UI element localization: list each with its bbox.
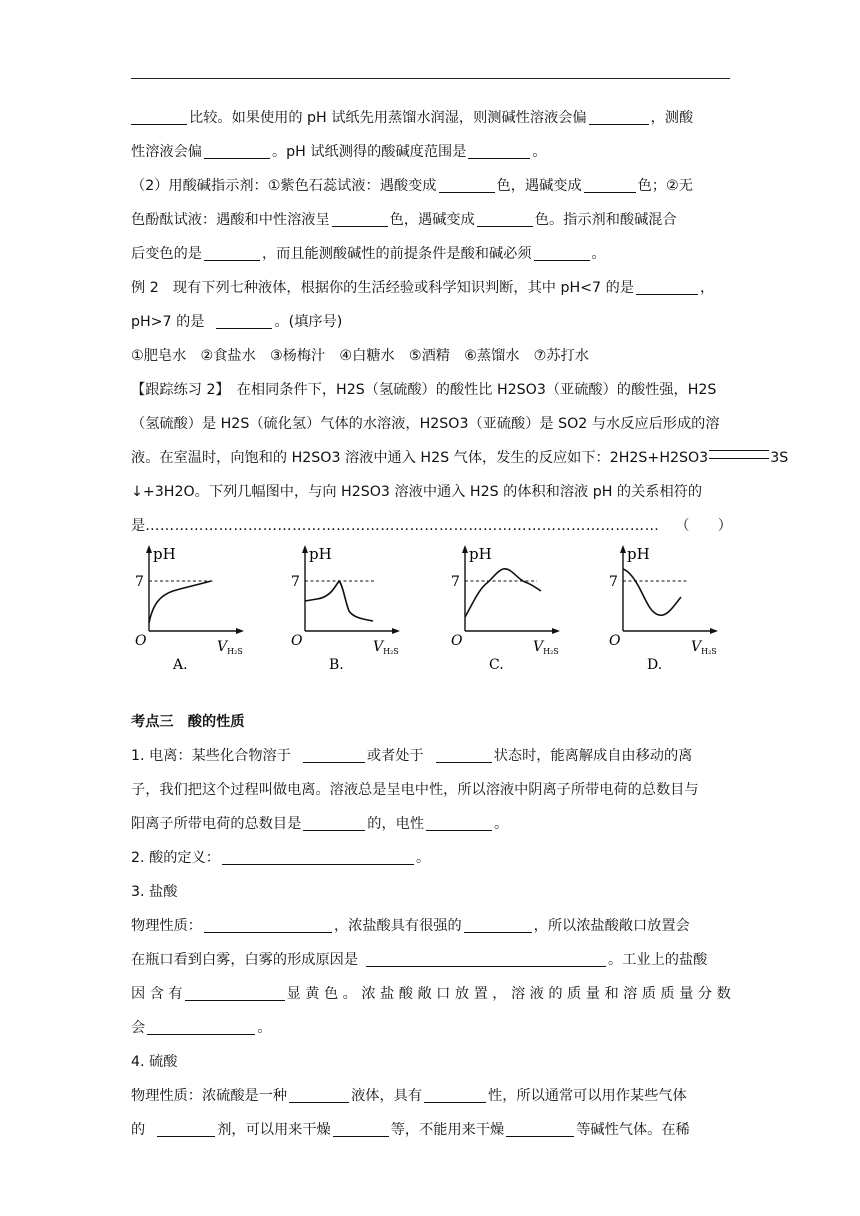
graph-b[interactable] (287, 545, 412, 673)
y-tick-7: 7 (291, 574, 300, 590)
blank[interactable] (426, 816, 492, 831)
curve-c (465, 569, 541, 617)
blank[interactable] (636, 280, 698, 295)
text: 阳离子所带电荷的总数目是 (131, 816, 302, 832)
text: 色；②无 (637, 178, 693, 194)
x-axis-label: $V_{H_2S}$ (373, 639, 399, 656)
text: 状态时，能离解成自由移动的离 (493, 748, 693, 764)
text: 色，遇碱变成 (389, 212, 475, 228)
blank[interactable] (468, 144, 530, 159)
text: 会 (131, 1020, 146, 1036)
text: 物理性质： (131, 918, 202, 934)
para1-line1 (131, 101, 730, 135)
y-axis-label: pH (627, 545, 650, 563)
text: 色。指示剂和酸碱混合 (534, 212, 677, 228)
text: ， (699, 280, 715, 296)
x-axis-arrow (552, 628, 560, 634)
example2-line2 (131, 305, 730, 339)
text: 性，所以通常可以用作某些气体 (488, 1088, 687, 1104)
document-body (131, 101, 789, 1147)
blank[interactable] (289, 1088, 349, 1103)
curve-d (623, 569, 681, 615)
x-axis-label: $V_{H_2S}$ (217, 639, 243, 656)
header-rule (131, 78, 730, 79)
blank[interactable] (464, 918, 532, 933)
example2-items: ①肥皂水 ②食盐水 ③杨梅汁 ④白糖水 ⑤酒精 ⑥蒸馏水 ⑦苏打水 (131, 348, 589, 364)
y-axis-label: pH (309, 545, 332, 563)
text: ，所以浓盐酸敞口放置会 (533, 918, 690, 934)
q4-line1 (131, 1079, 730, 1113)
text: 是 (131, 518, 146, 534)
text: 3S (770, 450, 789, 466)
blank[interactable] (204, 246, 260, 261)
text: 后变色的是 (131, 246, 202, 262)
blank[interactable] (584, 178, 636, 193)
q3-title: 3. 盐酸 (131, 884, 178, 900)
graph-c[interactable] (447, 545, 572, 673)
q1-line2: 子，我们把这个过程叫做电离。溶液总是呈电中性，所以溶液中阴离子所带电荷的总数目与 (131, 782, 699, 798)
blank[interactable] (506, 1122, 574, 1137)
text: 。 (415, 850, 431, 866)
q3-line2 (131, 943, 730, 977)
blank[interactable] (424, 1088, 486, 1103)
blank[interactable] (534, 246, 590, 261)
y-tick-7: 7 (135, 574, 144, 590)
x-axis-label: $V_{H_2S}$ (691, 639, 717, 656)
text: 。 (257, 1020, 272, 1036)
practice2-line3 (131, 441, 789, 475)
section3-title: 考点三 酸的性质 (131, 714, 245, 730)
y-axis-label: pH (469, 545, 492, 563)
q1-line3 (131, 807, 730, 841)
text: 2. 酸的定义： (131, 850, 220, 866)
practice2-line2: （氢硫酸）是 H2S（硫化氢）气体的水溶液，H2SO3（亚硫酸）是 SO2 与水反应后形成的溶 (131, 416, 720, 432)
equation-equals-sign (709, 450, 769, 459)
origin-label: O (135, 633, 147, 649)
blank[interactable] (157, 1122, 215, 1137)
x-axis-arrow (392, 628, 400, 634)
blank[interactable] (436, 748, 492, 763)
y-axis-label: pH (153, 545, 176, 563)
blank[interactable] (131, 110, 187, 125)
caption-d: D. (647, 657, 663, 673)
text: 剂，可以用来干燥 (217, 1122, 331, 1138)
practice2-line5 (131, 509, 730, 543)
text: 比较。如果使用的 pH 试纸先用蒸馏水润湿，则测碱性溶液会偏 (189, 110, 587, 126)
text: 显 黄 色 。 浓 盐 酸 敞 口 放 置 ， 溶 液 的 质 量 和 溶 质 质 量 分 数 (286, 986, 731, 1002)
caption-a: A. (173, 657, 188, 673)
text: 性溶液会偏 (131, 144, 202, 160)
y-axis-arrow (302, 545, 308, 553)
blank[interactable] (185, 986, 285, 1001)
blank[interactable] (222, 850, 414, 865)
x-axis-label: $V_{H_2S}$ (533, 639, 559, 656)
blank[interactable] (333, 1122, 389, 1137)
q3-line3 (131, 977, 730, 1011)
text: 等碱性气体。在稀 (576, 1122, 690, 1138)
caption-b: B. (329, 657, 344, 673)
x-axis-arrow (710, 628, 718, 634)
text: ，而且能测酸碱性的前提条件是酸和碱必须 (261, 246, 532, 262)
text: 的 (131, 1122, 146, 1138)
blank[interactable] (147, 1020, 255, 1035)
q2-line (131, 841, 730, 875)
para2-line1 (131, 169, 730, 203)
text: 因 含 有 (131, 986, 183, 1002)
text: 。(填序号) (274, 314, 343, 330)
text: pH>7 的是 (131, 314, 205, 330)
q4-title: 4. 硫酸 (131, 1054, 178, 1070)
text: 。 (532, 144, 547, 160)
blank[interactable] (477, 212, 533, 227)
y-tick-7: 7 (609, 574, 618, 590)
answer-bracket: （ ） (675, 518, 732, 534)
text: 的，电性 (367, 816, 425, 832)
text: 。 (591, 246, 606, 262)
x-axis-arrow (236, 628, 244, 634)
origin-label: O (291, 633, 303, 649)
para2-line3 (131, 237, 730, 271)
text: 液体，具有 (351, 1088, 423, 1104)
blank[interactable] (204, 144, 270, 159)
text: 1. 电离：某些化合物溶于 (131, 748, 291, 764)
practice2-line4: ↓+3H2O。下列几幅图中，与向 H2SO3 溶液中通入 H2S 的体积和溶液 pH 的关系相符的 (131, 484, 703, 500)
blank[interactable] (439, 178, 495, 193)
text: 。pH 试纸测得的酸碱度范围是 (271, 144, 467, 160)
text: 例 2 现有下列七种液体，根据你的生活经验或科学知识判断，其中 pH<7 的是 (131, 280, 634, 296)
para1-line2 (131, 135, 730, 169)
text: ，浓盐酸具有很强的 (333, 918, 462, 934)
y-axis-arrow (620, 545, 626, 553)
text: 物理性质：浓硫酸是一种 (131, 1088, 288, 1104)
y-tick-7: 7 (451, 574, 460, 590)
text: 在瓶口看到白雾，白雾的形成原因是 (131, 952, 359, 968)
blank[interactable] (303, 748, 365, 763)
blank[interactable] (303, 816, 365, 831)
origin-label: O (609, 633, 621, 649)
text: （2）用酸碱指示剂：①紫色石蕊试液：遇酸变成 (131, 178, 437, 194)
text: 液。在室温时，向饱和的 H2SO3 溶液中通入 H2S 气体，发生的反应如下：2H2S+H2SO3 (131, 450, 709, 466)
y-axis-arrow (146, 545, 152, 553)
y-axis-arrow (462, 545, 468, 553)
blank[interactable] (204, 918, 332, 933)
text: 色酚酞试液：遇酸和中性溶液呈 (131, 212, 330, 228)
graph-d[interactable] (605, 545, 730, 673)
text: 等，不能用来干燥 (390, 1122, 505, 1138)
origin-label: O (451, 633, 463, 649)
blank[interactable] (366, 952, 606, 967)
q4-line2 (131, 1113, 730, 1147)
curve-a (149, 581, 211, 623)
example2-line1 (131, 271, 730, 305)
text: 或者处于 (366, 748, 424, 764)
text: 。工业上的盐酸 (608, 952, 708, 968)
caption-c: C. (489, 657, 504, 673)
q3-line4 (131, 1011, 730, 1045)
graph-a[interactable] (131, 545, 256, 673)
practice2-line1: 【跟踪练习 2】 在相同条件下，H2S（氢硫酸）的酸性比 H2SO3（亚硫酸）的酸性强，H2S (131, 382, 717, 398)
q1-line1 (131, 739, 730, 773)
text: 。 (494, 816, 509, 832)
graph-options (131, 543, 730, 713)
curve-b (305, 581, 373, 621)
blank[interactable] (589, 110, 649, 125)
blank[interactable] (332, 212, 388, 227)
text: 色，遇碱变成 (496, 178, 582, 194)
para2-line2 (131, 203, 730, 237)
q3-line1 (131, 909, 730, 943)
text: ，测酸 (650, 110, 694, 126)
leader-dots: …………………………………………………………………………………………… (145, 518, 660, 534)
blank[interactable] (216, 314, 272, 329)
